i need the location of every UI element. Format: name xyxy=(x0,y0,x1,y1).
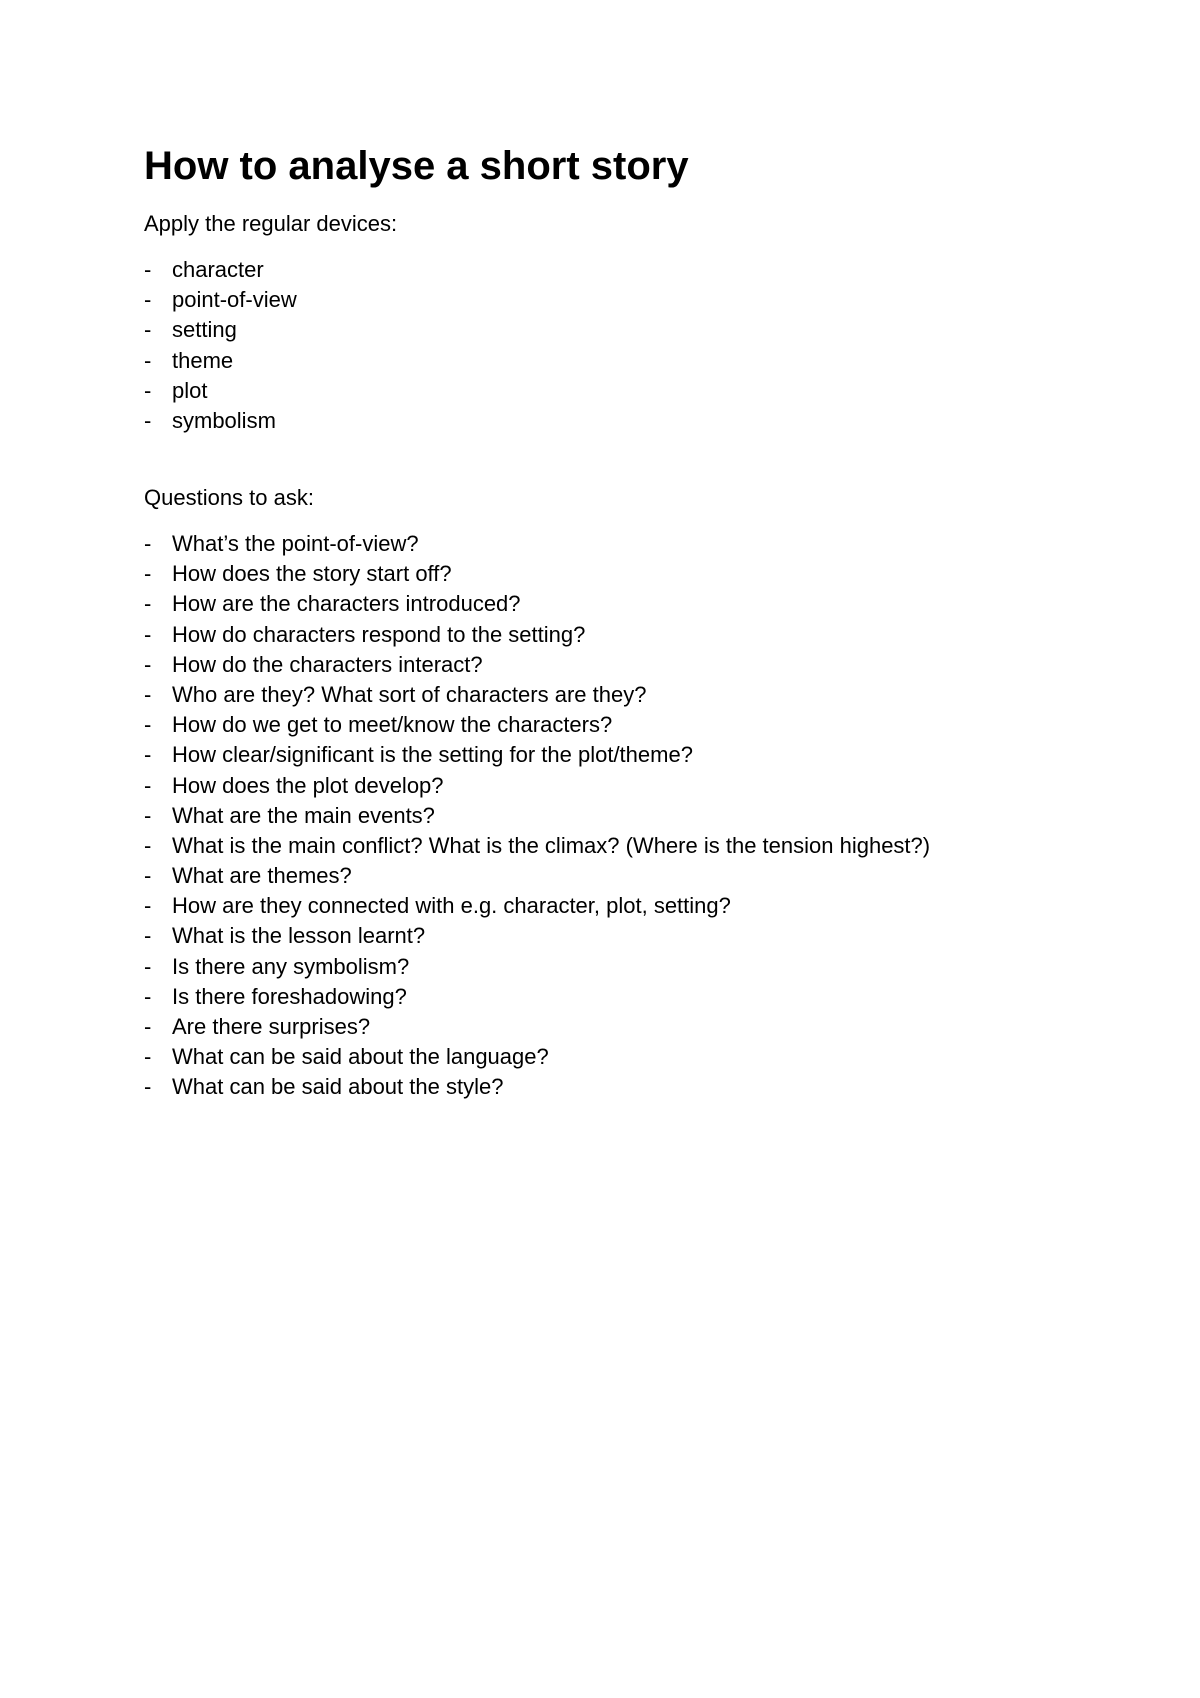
list-bullet-dash: - xyxy=(144,561,152,587)
question-item xyxy=(144,740,930,770)
question-item-text: What is the lesson learnt? xyxy=(172,923,426,949)
list-bullet-dash: - xyxy=(144,832,152,858)
device-item-text: setting xyxy=(172,317,237,343)
page-title: How to analyse a short story xyxy=(144,144,689,188)
list-bullet-dash: - xyxy=(144,1074,152,1100)
device-item-text: point-of-view xyxy=(172,287,297,313)
question-item-text: What are the main events? xyxy=(172,802,435,828)
question-item-text: How do we get to meet/know the characters? xyxy=(172,712,613,738)
question-item xyxy=(144,891,930,921)
questions-intro: Questions to ask: xyxy=(144,485,314,510)
device-item-text: plot xyxy=(172,377,208,403)
question-item-text: What are themes? xyxy=(172,863,352,889)
question-item xyxy=(144,921,930,951)
list-bullet-dash: - xyxy=(144,893,152,919)
question-item-text: Is there foreshadowing? xyxy=(172,983,407,1009)
list-bullet-dash: - xyxy=(144,953,152,979)
list-bullet-dash: - xyxy=(144,712,152,738)
list-bullet-dash: - xyxy=(144,651,152,677)
question-item-text: Is there any symbolism? xyxy=(172,953,410,979)
question-item xyxy=(144,1072,930,1102)
question-item xyxy=(144,559,930,589)
device-item xyxy=(144,255,297,285)
question-item-text: How are the characters introduced? xyxy=(172,591,521,617)
device-item-text: symbolism xyxy=(172,407,276,433)
question-item xyxy=(144,1042,930,1072)
question-item xyxy=(144,861,930,891)
device-item xyxy=(144,285,297,315)
list-bullet-dash: - xyxy=(144,802,152,828)
question-item xyxy=(144,529,930,559)
question-item xyxy=(144,1012,930,1042)
list-bullet-dash: - xyxy=(144,1014,152,1039)
question-item-text: How clear/significant is the setting for the plot/theme? xyxy=(172,742,693,768)
devices-intro: Apply the regular devices: xyxy=(144,211,398,236)
question-item xyxy=(144,620,930,650)
question-item xyxy=(144,650,930,680)
questions-list xyxy=(144,529,930,1103)
device-item-text: character xyxy=(172,257,264,282)
question-item-text: How do characters respond to the setting? xyxy=(172,621,586,647)
list-bullet-dash: - xyxy=(144,377,152,403)
question-item xyxy=(144,771,930,801)
devices-list xyxy=(144,255,297,436)
question-item xyxy=(144,952,930,982)
question-item-text: What can be said about the style? xyxy=(172,1074,504,1100)
question-item-text: What is the main conflict? What is the climax? (Where is the tension highest?) xyxy=(172,832,931,858)
question-item xyxy=(144,801,930,831)
question-item-text: How are they connected with e.g. character, plot, setting? xyxy=(172,893,731,919)
list-bullet-dash: - xyxy=(144,1044,152,1070)
question-item xyxy=(144,831,930,861)
device-item xyxy=(144,406,297,436)
list-bullet-dash: - xyxy=(144,591,152,617)
question-item-text: What can be said about the language? xyxy=(172,1044,549,1070)
list-bullet-dash: - xyxy=(144,772,152,798)
question-item-text: What’s the point-of-view? xyxy=(172,531,419,556)
list-bullet-dash: - xyxy=(144,923,152,949)
device-item xyxy=(144,376,297,406)
list-bullet-dash: - xyxy=(144,347,152,373)
list-bullet-dash: - xyxy=(144,531,152,556)
question-item-text: How does the plot develop? xyxy=(172,772,444,798)
question-item-text: How do the characters interact? xyxy=(172,651,483,677)
list-bullet-dash: - xyxy=(144,621,152,647)
list-bullet-dash: - xyxy=(144,863,152,889)
list-bullet-dash: - xyxy=(144,317,152,343)
list-bullet-dash: - xyxy=(144,407,152,433)
question-item xyxy=(144,589,930,619)
question-item-text: Who are they? What sort of characters are they? xyxy=(172,681,647,707)
list-bullet-dash: - xyxy=(144,681,152,707)
question-item xyxy=(144,680,930,710)
list-bullet-dash: - xyxy=(144,983,152,1009)
question-item-text: How does the story start off? xyxy=(172,561,452,587)
list-bullet-dash: - xyxy=(144,287,152,313)
list-bullet-dash: - xyxy=(144,257,152,282)
device-item-text: theme xyxy=(172,347,234,373)
question-item-text: Are there surprises? xyxy=(172,1014,371,1039)
question-item xyxy=(144,710,930,740)
device-item xyxy=(144,346,297,376)
question-item xyxy=(144,982,930,1012)
device-item xyxy=(144,315,297,345)
list-bullet-dash: - xyxy=(144,742,152,768)
